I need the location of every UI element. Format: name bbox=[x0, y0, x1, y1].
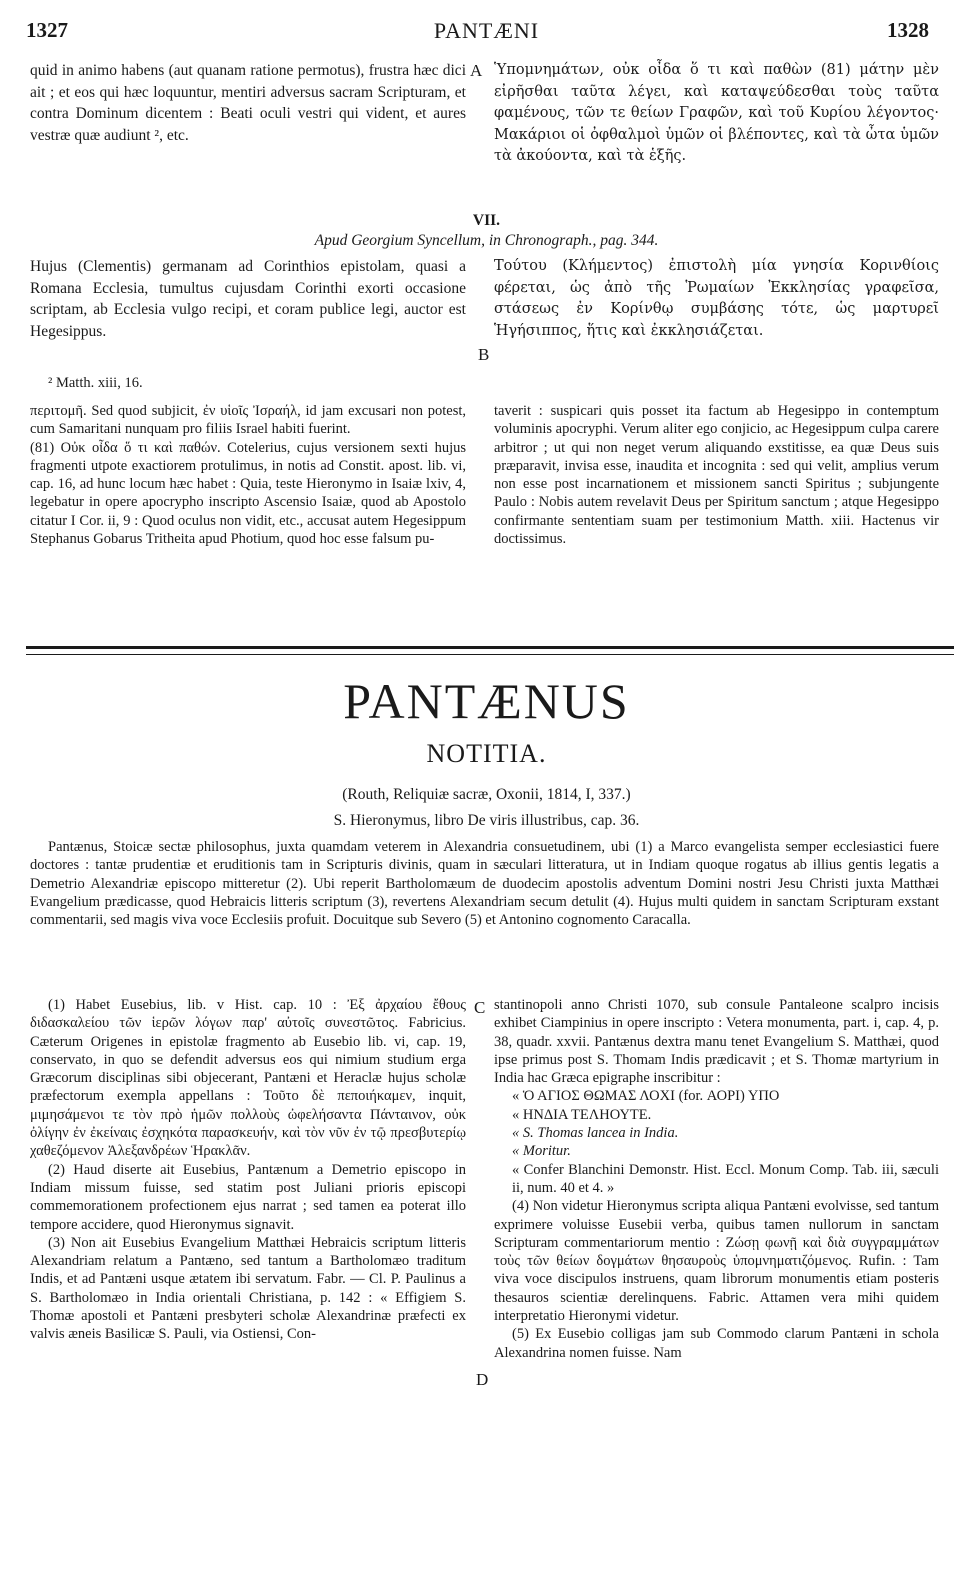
epigraph-line-5: « Confer Blanchini Demonstr. Hist. Eccl. Monum Comp. Tab. iii, sæculi ii, num. 40 et 4. » bbox=[512, 1161, 939, 1196]
section-numeral: VII. bbox=[472, 212, 501, 229]
notes-lower-right bbox=[494, 996, 939, 1362]
right-page-number: 1328 bbox=[887, 18, 929, 42]
section-source: Apud Georgium Syncellum, in Chronograph., pag. 344. bbox=[314, 232, 659, 249]
pantaenus-source-routh: (Routh, Reliquiæ sacræ, Oxonii, 1814, I, 337.) bbox=[342, 786, 631, 803]
left-page-number: 1327 bbox=[26, 18, 68, 42]
top-greek-column: Ὑπομνημάτων, οὐκ οἶδα ὅ τι καὶ παθὼν (81) μάτην μὲν εἰρῆσθαι ταῦτα λέγει, καὶ καταψεύδεσθαι τοὺς ταῦτα φαμένους, τῶν τε θείων Γραφῶν, καὶ τοῦ Κυρίου λέγοντος· Μακάριοι οἱ ὀφθαλμοὶ ὑμῶν οἱ βλέποντες, καὶ τὰ ὦτα ὑμῶν τὰ ἀκούοντα, καὶ τὰ ἑξῆς. bbox=[494, 62, 939, 164]
section-latin-column: Hujus (Clementis) germanam ad Corinthios epistolam, quasi a Romana Ecclesia, tumultus cujusdam Corinthi exorti occasione scriptam, ab Ecclesia vulgo recipi, et coram publice legi, auctor est Hegesippus. bbox=[30, 258, 466, 340]
epigraph-line-2: « ΗΝΔΙΑ ΤΕΛΗΟΥΤΕ. bbox=[512, 1106, 652, 1123]
note-1: (1) Habet Eusebius, lib. v Hist. cap. 10 : Ἐξ ἀρχαίου ἔθους διδασκαλείου τῶν ἱερῶν λόγων παρ' αὐτοῖς συνεστῶτος. Fabricius. Cæterum Origenes in epistolæ fragmento ab Eusebio lib. vi, cap. 19, conservato, in quo se defendit adversus eos qui nimium studium erga Græcorum disciplinas sibi objecerant, Pantæni et Heraclæ hujus scholæ præfectorum exempla appellans : Τοῦτο δὲ πεποιήκαμεν, inquit, μιμησάμενοι τε τὸν πρὸ ἡμῶν πολλοὺς ὠφελήσαντα Πάνταινον, οὐκ ὀλίγην ἐν ἐκείναις ἐσχηκότα παρασκευήν, καὶ τὸν νῦν ἐν τῷ πρεσβυτερίῳ χαθεζόμενον Ἀλεξανδρέων Ἡρακλᾶν. bbox=[30, 997, 466, 1160]
margin-marker-b: B bbox=[478, 345, 490, 364]
note-3: (3) Non ait Eusebius Evangelium Matthæi Hebraicis scriptum litteris Alexandriam relatum a Pantæno, sed tantum a Bartholomæo traditum Indis, et ad Pantæni usque ætatem ibi servatum. Fabr. — Cl. P. Paulinus a S. Bartholomæo in India orientali Christiana, p. 142 : « Effigiem S. Thomæ apostoli et Pantæni presbyteri scholæ Alexandrinæ præfecti ex valvis æneis Basilicæ S. Pauli, via Ostiensi, Con- bbox=[30, 1234, 466, 1343]
pantaenus-source-hieronymus: S. Hieronymus, libro De viris illustribus, cap. 36. bbox=[333, 812, 640, 829]
notes-upper-right: taverit : suspicari quis posset ita factum ab Hegesippo in contemptum voluminis apocryphi. Verum aliter ego conjicio, ac Hegesippum culpa carere arbitror ; ut qui non neget verum aliquando exstitisse, ea quæ Deus suis præparavit, invisa esse, inaudita et incognita : sed qui velit, amplius verum non esse post incarnationem et missionem sancti Spiritus ; subjungente Paulo : Nobis autem revelavit Deus per Spiritum sanctum ; atque Hegesippo confirmante sententiam suam per testimonium Matth. xiii. Hactenus vir doctissimus. bbox=[494, 403, 939, 548]
notes-upper-left: περιτομῆ. Sed quod subjicit, ἐν υἱοῖς Ἰσραήλ, id jam excusari non potest, cum Samaritani nunquam pro filiis Israel habiti fuerint. (81) Οὐκ οἶδα ὅ τι καὶ παθών. Cotelerius, cujus versionem sexti hujus fragmenti utpote exactiorem protulimus, in notis ad Constit. apost. lib. vi, cap. 16, ad hunc locum hæc habet : Quia, teste Hieronymo in Isaiæ lxiv, 4, legebatur in opere apocrypho inscripto Ascensio Isaiæ, quod ab Apostolo citatur I Cor. ii, 9 : Quod oculus non vidit, etc., accusat autem Hegesippum Stephanus Gobarus Tritheita apud Photium, quod hoc esse falsum pu- bbox=[30, 403, 466, 548]
epigraph-line-4: « Moritur. bbox=[512, 1143, 571, 1160]
pantaenus-body: Pantænus, Stoicæ sectæ philosophus, juxta quamdam veterem in Alexandria consuetudinem, ubi (1) a Marco evangelista semper ecclesiastici fuere doctores : tantæ prudentiæ et eruditionis tam in Scripturis divinis, quam in sæculari litteratura, ut in Indiam quoque rogatus ab illius gentis legatis a Demetrio Alexandriæ episcopo mitteretur (2). Ubi reperit Bartholomæum de duodecim apostolis adventum Domini nostri Jesu Christi juxta Matthæi Evangelium prædicasse, quod Hebraicis litteris scriptum (3), revertens Alexandriam secum detulit (4). Hujus multi quidem in sanctam Scripturam exstant commentarii, sed magis viva voce Ecclesiis profuit. Docuitque sub Severo (5) et Antonino cognomento Caracalla. bbox=[30, 839, 939, 929]
note-4: (4) Non videtur Hieronymus scripta aliqua Pantæni evolvisse, sed tantum exprimere voluisse Eusebii verba, quibus tamen nullorum in sanctam Scripturam commentariorum mentio : Ζώσῃ φωνῇ καὶ διὰ συγγραμμάτων τοὺς τῶν θείων δογμάτων θησαυροὺς ὑπομνηματιζόμενος. Rufin. : Tam viva voce discipulos instruens, quam librorum monumentis etiam posteris thesauros scientiæ derelinquens. Fabric. Attamen vera mihi quidem interpretatio Hieronymi videtur. bbox=[494, 1198, 939, 1325]
section-greek-column: Τούτου (Κλήμεντος) ἐπιστολὴ μία γνησία Κορινθίοις φέρεται, ὡς ἀπὸ τῆς Ῥωμαίων Ἐκκλησίας γραφεῖσα, στάσεως ἐν Κορίνθῳ συμβάσης τότε, ὡς μαρτυρεῖ Ἡγήσιππος, ἥτις καὶ ἐκκλησιάζεται. bbox=[494, 258, 939, 339]
page-header bbox=[0, 18, 973, 48]
margin-marker-d: D bbox=[476, 1370, 489, 1389]
running-title: PANTÆNI bbox=[433, 18, 540, 43]
footnote: ² Matth. xiii, 16. bbox=[48, 375, 143, 391]
note-3-continued: stantinopoli anno Christi 1070, sub consule Pantaleone scalpro incisis exhibet Ciampinius in opere inscripto : Vetera monumenta, part. i, cap. 4, p. 38, quadr. xxvii. Pantænus dextra manu tenet Evangelium S. Matthæi, quod ipse primus post S. Thomam Indis prædicavit ; et S. Thomæ martyrium in India hac Græca epigraphe inscribitur : bbox=[494, 997, 939, 1087]
notes-lower-left bbox=[30, 996, 466, 1344]
pantaenus-subtitle: NOTITIA. bbox=[426, 739, 547, 768]
epigraph-line-1: « Ὁ ΑΓΙΟΣ ΘΩΜΑΣ ΛΟΧΙ (for. ΑΟΡΙ) ΥΠΟ bbox=[512, 1088, 780, 1105]
note-5: (5) Ex Eusebio colligas jam sub Commodo clarum Pantæni in schola Alexandrina nomen fuisse. Nam bbox=[494, 1326, 939, 1361]
note-2: (2) Haud diserte ait Eusebius, Pantænum a Demetrio episcopo in Indiam missum fuisse, sed statim post Juliani prioris episcopi commemorationem profectionem ejus narrat ; sed tamen ea poterat illo tempore accidere, quod Hieronymus signavit. bbox=[30, 1161, 466, 1233]
margin-marker-a: A bbox=[470, 61, 483, 80]
margin-marker-c: C bbox=[474, 998, 486, 1017]
top-latin-column: quid in animo habens (aut quanam ratione permotus), frustra hæc dici ait ; et eos qui hæc loquuntur, mentiri adversus sacram Scripturam, et contra Dominum dicentem : Beati oculi vestri qui vident, et aures vestræ quæ audiunt ², etc. bbox=[30, 62, 466, 144]
section-rule-thin bbox=[26, 654, 954, 655]
epigraph-line-3: « S. Thomas lancea in India. bbox=[512, 1125, 679, 1142]
pantaenus-title: PANTÆNUS bbox=[343, 673, 630, 729]
section-rule-thick bbox=[26, 646, 954, 649]
